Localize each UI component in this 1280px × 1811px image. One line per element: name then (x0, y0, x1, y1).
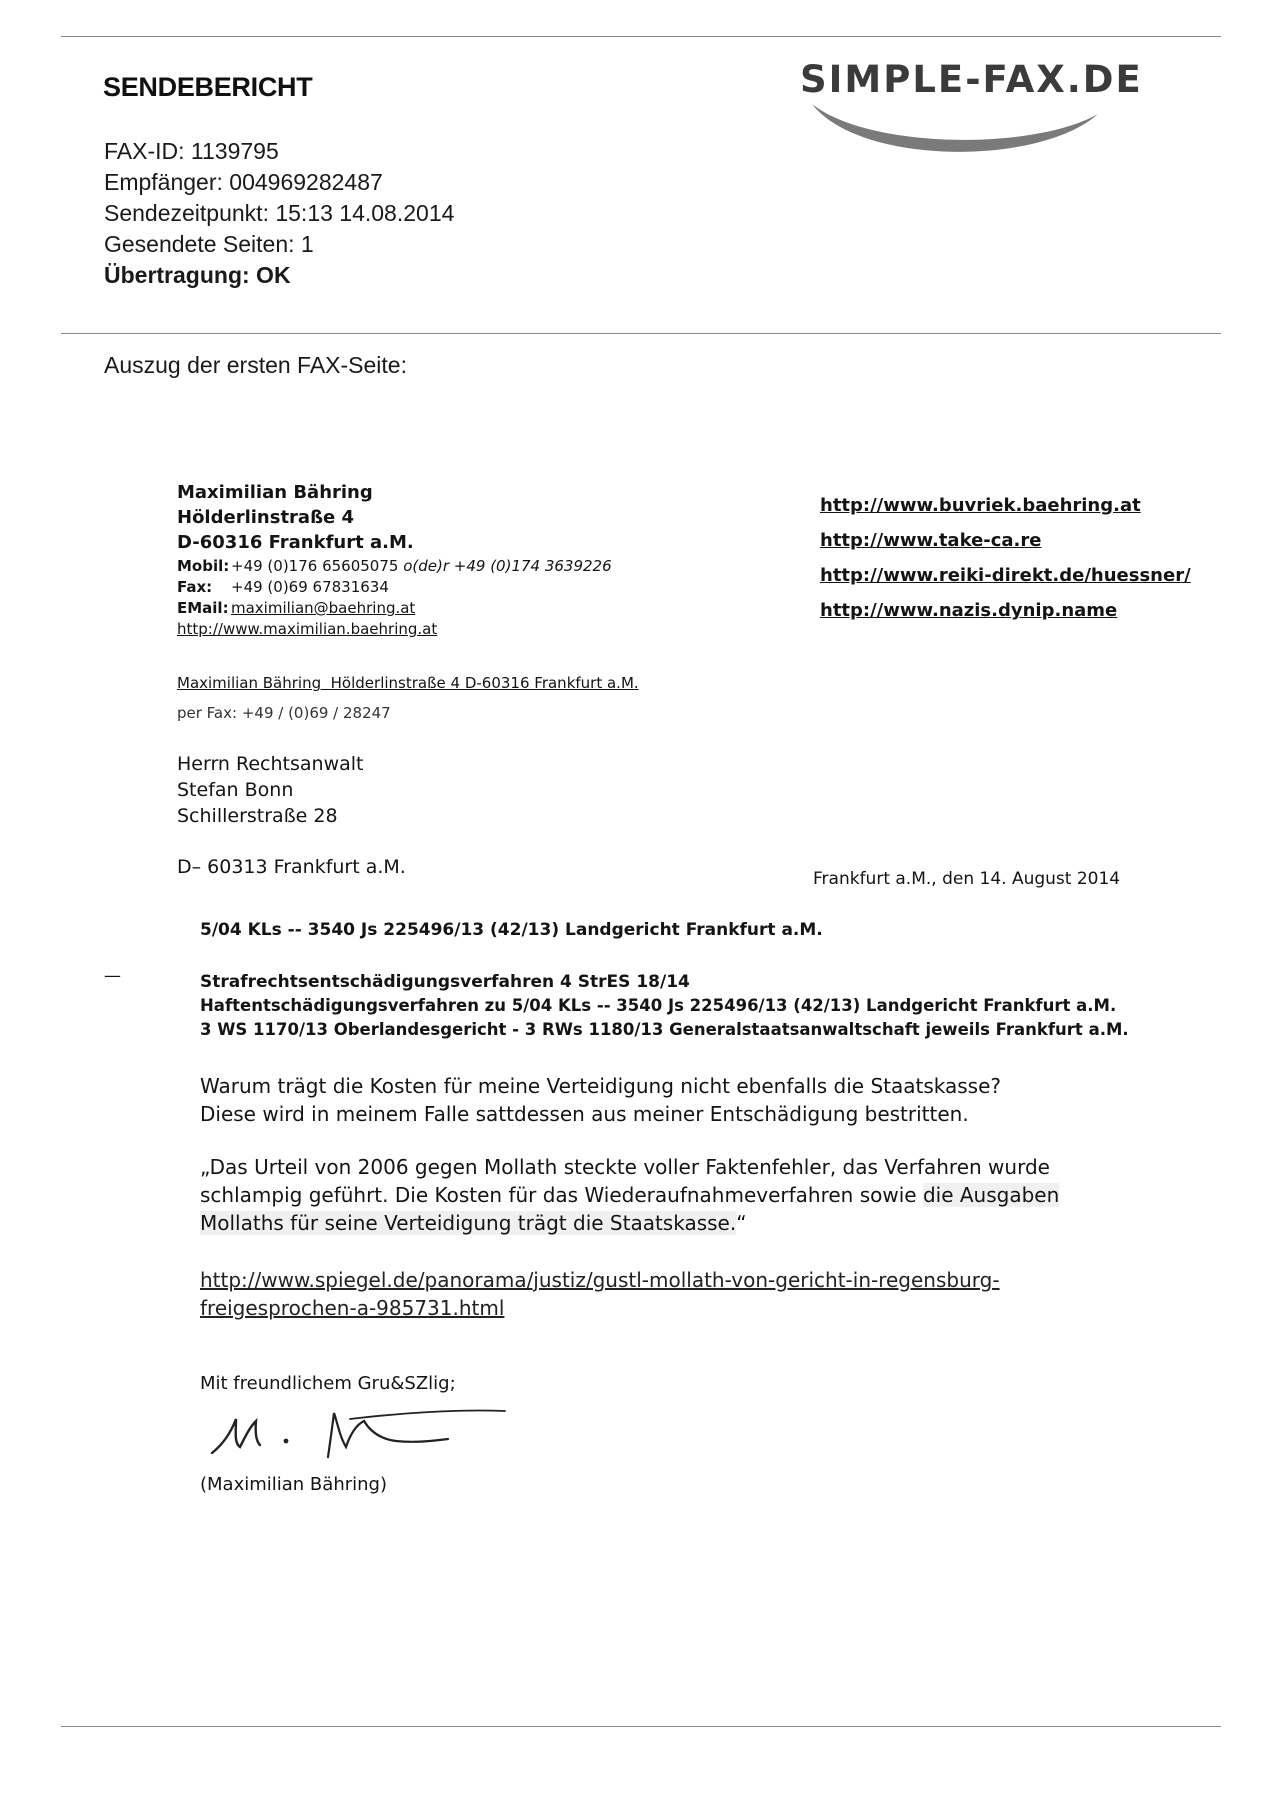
top-rule (61, 36, 1221, 37)
sender-street: Hölderlinstraße 4 (177, 507, 355, 528)
mobile-label: Mobil: (177, 557, 230, 575)
bottom-rule (61, 1726, 1221, 1727)
mobile-alt: o(de)r +49 (0)174 3639226 (403, 557, 612, 575)
sender-name: Maximilian Bähring (177, 482, 373, 503)
fax-id: FAX-ID: 1139795 (104, 138, 279, 164)
recipient-line3: Schillerstraße 28 (177, 805, 338, 827)
return-address: Maximilian Bähring Hölderlinstraße 4 D-60316 Frankfurt a.M. (177, 674, 639, 692)
case-line-2: Haftentschädigungsverfahren zu 5/04 KLs -- 3540 Js 225496/13 (42/13) Landgericht Frankfurt a.M. (200, 996, 1117, 1015)
email-line (177, 598, 612, 619)
simple-fax-logo (800, 58, 1200, 153)
transmission-status: Übertragung: OK (104, 262, 291, 288)
signature-name: (Maximilian Bähring) (200, 1474, 387, 1495)
spiegel-link-line-1[interactable]: http://www.spiegel.de/panorama/justiz/gustl-mollath-von-gericht-in-regensburg- (200, 1268, 1000, 1292)
quote-line-2 (200, 1181, 1059, 1209)
fax-line (177, 577, 612, 598)
recipient-city: D– 60313 Frankfurt a.M. (177, 856, 406, 878)
signature-icon (200, 1405, 510, 1465)
quote-line-3a: Mollaths für seine Verteidigung trägt die Staatskasse. (200, 1211, 737, 1235)
mobile-line (177, 556, 612, 577)
recipient-line1: Herrn Rechtsanwalt (177, 753, 364, 775)
email-label: EMail: (177, 599, 229, 617)
logo-text: SIMPLE-FAX.DE (800, 58, 1143, 101)
quote-line-2a: schlampig geführt. Die Kosten für das Wiederaufnahmeverfahren sowie (200, 1183, 923, 1207)
quote-line-3b: “ (736, 1211, 747, 1235)
quote-paragraph (200, 1153, 1059, 1237)
sender-city: D-60316 Frankfurt a.M. (177, 532, 414, 553)
sender-links (820, 488, 1191, 628)
send-time: Sendezeitpunkt: 15:13 14.08.2014 (104, 200, 455, 226)
quote-line-2b: die Ausgaben (922, 1183, 1060, 1207)
case-line-3: 3 WS 1170/13 Oberlandesgericht - 3 RWs 1180/13 Generalstaatsanwaltschaft jeweils Frankfurt a.M. (200, 1020, 1129, 1039)
case-reference: 5/04 KLs -- 3540 Js 225496/13 (42/13) Landgericht Frankfurt a.M. (200, 920, 823, 940)
question-paragraph (200, 1072, 1001, 1128)
greeting: Mit freundlichem Gru&SZlig; (200, 1373, 456, 1394)
recipient-line2: Stefan Bonn (177, 779, 294, 801)
mobile-value: +49 (0)176 65605075 (231, 557, 399, 575)
email-link[interactable]: maximilian@baehring.at (231, 599, 416, 617)
question-line-2: Diese wird in meinem Falle sattdessen aus meiner Entschädigung bestritten. (200, 1102, 969, 1126)
question-line-1: Warum trägt die Kosten für meine Verteidigung nicht ebenfalls die Staatskasse? (200, 1074, 1002, 1098)
fax-value: +49 (0)69 67831634 (231, 578, 389, 596)
case-block (200, 970, 1129, 1042)
link-buvriek[interactable]: http://www.buvriek.baehring.at (820, 495, 1141, 516)
spiegel-link-line-2[interactable]: freigesprochen-a-985731.html (200, 1296, 505, 1320)
report-metadata (104, 136, 454, 291)
case-line-1: Strafrechtsentschädigungsverfahren 4 StrES 18/14 (200, 972, 690, 992)
sender-website-link[interactable]: http://www.maximilian.baehring.at (177, 620, 438, 638)
quote-line-3 (200, 1209, 1059, 1237)
spiegel-link[interactable] (200, 1266, 1000, 1322)
quote-line-1: „Das Urteil von 2006 gegen Mollath steckte voller Faktenfehler, das Verfahren wurde (200, 1155, 1050, 1179)
per-fax-number: per Fax: +49 / (0)69 / 28247 (177, 704, 391, 722)
sender-contact (177, 556, 612, 640)
link-take-ca-re[interactable]: http://www.take-ca.re (820, 530, 1042, 551)
report-title: SENDEBERICHT (103, 72, 313, 102)
recipient-address (177, 751, 363, 829)
link-reiki-direkt[interactable]: http://www.reiki-direkt.de/huessner/ (820, 565, 1191, 586)
link-nazis-dynip[interactable]: http://www.nazis.dynip.name (820, 600, 1118, 621)
excerpt-label: Auszug der ersten FAX-Seite: (104, 352, 407, 378)
fold-mark: — (104, 966, 121, 986)
letter-date: Frankfurt a.M., den 14. August 2014 (813, 869, 1121, 889)
recipient-number: Empfänger: 004969282487 (104, 169, 383, 195)
middle-rule (61, 333, 1221, 334)
sender-address (177, 480, 414, 555)
fax-label: Fax: (177, 578, 213, 596)
pages-sent: Gesendete Seiten: 1 (104, 231, 314, 257)
